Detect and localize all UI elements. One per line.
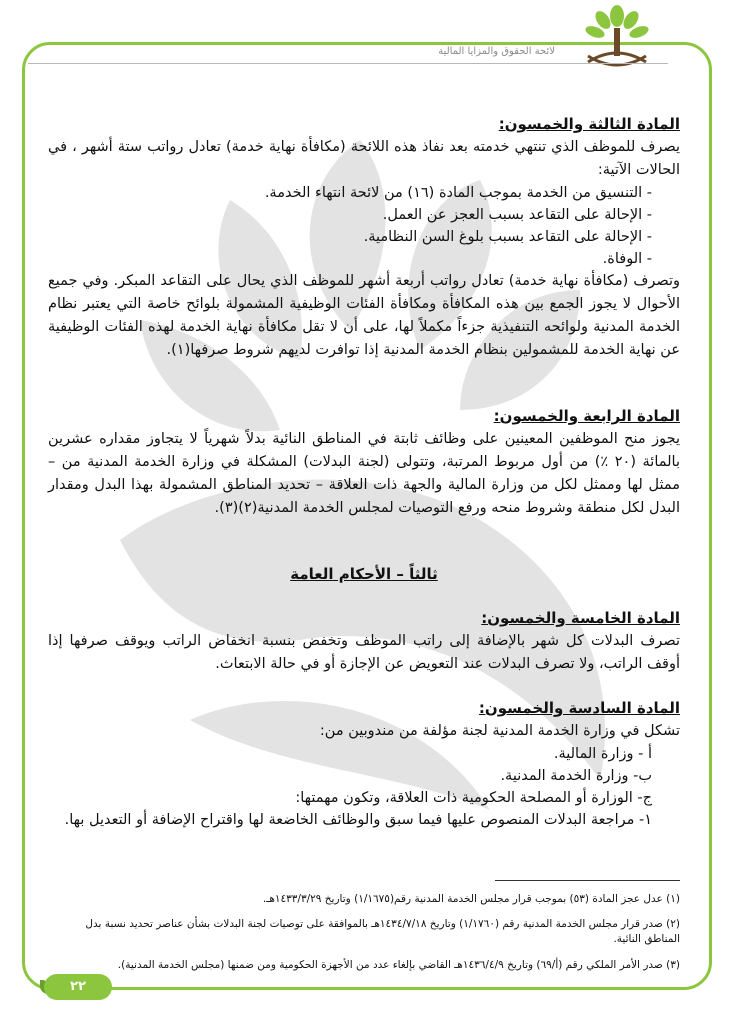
spacer (48, 362, 680, 404)
document-body (48, 112, 680, 831)
spacer (48, 676, 680, 696)
article-53-body: وتصرف (مكافأة نهاية خدمة) تعادل رواتب أربعة أشهر للموظف الذي يحال على التقاعد المبكر. وفي جميع الأحوال لا يجوز الجمع بين هذه المكافأة ومكافأة الفئات الوظيفية المشمولة بلوائح خاصة التي يعتبر نظام الخدمة المدنية ولوائحه التنفيذية جزءاً مكملاً لها، على أن لا تقل مكافأة نهاية الخدمة لهذه الفئات الوظيفية عن نهاية الخدمة للمشمولين بنظام الخدمة المدنية إذا توافرت لديهم شروط صرفها(١). (48, 273, 680, 358)
article-53-item: - الإحالة على التقاعد بسبب بلوغ السن النظامية. (363, 229, 652, 245)
palm-swords-logo-icon (578, 4, 656, 72)
article-56-heading: المادة السادسة والخمسون: (478, 699, 680, 717)
article-56-intro: تشكل في وزارة الخدمة المدنية لجنة مؤلفة من مندوبين من: (319, 723, 680, 739)
footnote: (١) عدل عجز المادة (٥٣) بموجب قرار مجلس الخدمة المدنية رقم(١/١٦٧٥) وتاريخ ١٤٣٣/٣/٢٩هـ. (262, 892, 680, 905)
article-56-item: أ - وزارة المالية. (553, 746, 652, 762)
article-53-intro: يصرف للموظف الذي تنتهي خدمته بعد نفاذ هذه اللائحة (مكافأة نهاية خدمة) تعادل رواتب ستة أشهر ، في الحالات الآتية: (48, 139, 680, 178)
footnote: (٢) صدر قرار مجلس الخدمة المدنية رقم (١/١٧٦٠) وتاريخ ١٤٣٤/٧/١٨هـ بالموافقة على توصيات لجنة البدلات بشأن عناصر تحديد نسبة بدل المناطق النائية. (85, 918, 680, 945)
article-54-heading: المادة الرابعة والخمسون: (493, 407, 680, 425)
part-3-title: ثالثاً – الأحكام العامة (290, 565, 438, 583)
footnote-rule (495, 880, 680, 881)
header-caption: لائحة الحقوق والمزايا المالية (438, 46, 555, 57)
article-56-subitem: ١- مراجعة البدلات المنصوص عليها فيما سبق والوظائف الخاضعة لها واقتراح الإضافة أو التعديل بها. (64, 812, 652, 828)
article-53-heading: المادة الثالثة والخمسون: (498, 115, 680, 133)
article-53-item: - التنسيق من الخدمة بموجب المادة (١٦) من لائحة انتهاء الخدمة. (264, 185, 652, 201)
article-56-item: ج- الوزارة أو المصلحة الحكومية ذات العلاقة، وتكون مهمتها: (295, 790, 652, 806)
footnote: (٣) صدر الأمر الملكي رقم (أ/٦٩) وتاريخ ١٤٣٦/٤/٩هـ القاضي بإلغاء عدد من الأجهزة الحكومية ومن ضمنها (مجلس الخدمة المدنية). (117, 958, 680, 971)
header-divider (28, 63, 668, 64)
footnotes (48, 880, 680, 983)
article-55-heading: المادة الخامسة والخمسون: (481, 609, 680, 627)
article-53-item: - الإحالة على التقاعد بسبب العجز عن العمل. (382, 207, 652, 223)
article-53-item: - الوفاة. (602, 251, 652, 267)
article-54-body: يجوز منح الموظفين المعينين على وظائف ثابتة في المناطق النائية بدلاً شهرياً لا يتجاوز مقداره عشرين بالمائة (٢٠ ٪) من أول مربوط المرتبة، وتتولى (لجنة البدلات) المشكلة في وزارة الخدمة المدنية من – ممثل لها وممثل لكل من وزارة المالية والجهة ذات العلاقة – تحديد المناطق المشمولة بهذا البدل ومقدار البدل لكل منطقة وشروط منحه ورفع التوصيات لمجلس الخدمة المدنية(٢)(٣). (48, 431, 680, 516)
page-number: ٢٢ (44, 974, 112, 1000)
article-55-body: تصرف البدلات كل شهر بالإضافة إلى راتب الموظف وتخفض بنسبة انخفاض الراتب ويوقف صرفها إذا أوقف الراتب، ولا تصرف البدلات عند التعويض عن الإجازة أو في حالة الابتعاث. (48, 633, 680, 672)
spacer (48, 586, 680, 606)
article-56-item: ب- وزارة الخدمة المدنية. (500, 768, 652, 784)
spacer (48, 520, 680, 562)
